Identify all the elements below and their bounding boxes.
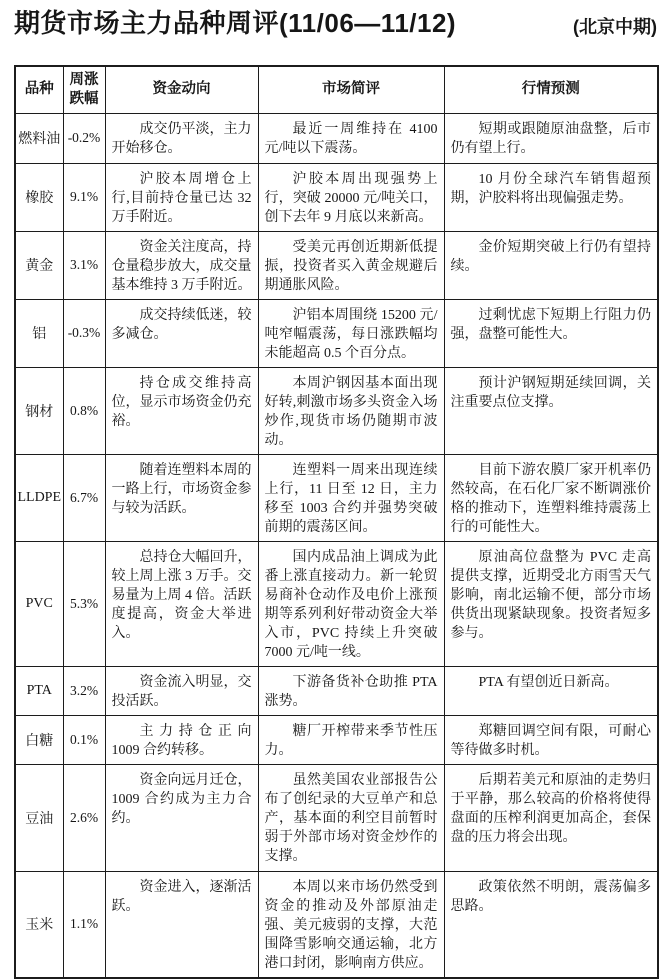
table-row [15,454,658,541]
capital-cell: 资金向远月迁仓，1009 合约成为主力合约。 [105,764,258,871]
change-cell: 0.1% [63,715,105,764]
comment-cell: 虽然美国农业部报告公布了创纪录的大豆单产和总产，基本面的利空目前暂时弱于外部市场对资金炒作的支撑。 [258,764,444,871]
table-row [15,871,658,978]
comment-cell: 本周以来市场仍然受到资金的推动及外部原油走强、美元疲弱的支撑，大范围降雪影响交通运输，北方港口封闭，影响南方供应。 [258,871,444,978]
comment-cell: 最近一周维持在 4100 元/吨以下震荡。 [258,113,444,163]
capital-cell: 总持仓大幅回升，较上周上涨 3 万手。交易量为上周 4 倍。活跃度提高，资金大举进入。 [105,541,258,666]
forecast-cell: 后期若美元和原油的走势归于平静，那么较高的价格将使得盘面的压榨利润更加高企，套保盘的压力将会出现。 [444,764,658,871]
capital-cell: 成交仍平淡，主力开始移仓。 [105,113,258,163]
change-cell: 6.7% [63,454,105,541]
source-label: (北京中期) [573,17,657,37]
table-row [15,299,658,367]
change-cell: -0.3% [63,299,105,367]
variety-cell: PTA [15,666,63,715]
comment-cell: 沪胶本周出现强势上行，突破 20000 元/吨关口，创下去年 9 月底以来新高。 [258,163,444,231]
document-header [14,6,657,39]
change-cell: 3.1% [63,231,105,299]
col-header-comment: 市场简评 [258,66,444,113]
change-cell: 9.1% [63,163,105,231]
variety-cell: 钢材 [15,367,63,454]
change-cell: 3.2% [63,666,105,715]
table-row [15,231,658,299]
capital-cell: 沪胶本周增仓上行,目前持仓量已达 32 万手附近。 [105,163,258,231]
capital-cell: 持仓成交维持高位，显示市场资金仍充裕。 [105,367,258,454]
capital-cell: 成交持续低迷，较多减仓。 [105,299,258,367]
comment-cell: 沪铝本周围绕 15200 元/吨窄幅震荡，每日涨跌幅均未能超高 0.5 个百分点。 [258,299,444,367]
comment-cell: 国内成品油上调成为此番上涨直接动力。新一轮贸易商补仓动作及电价上涨预期等系列利好带动资金大举入市，PVC 持续上升突破 7000 元/吨一线。 [258,541,444,666]
col-header-change: 周涨跌幅 [63,66,105,113]
variety-cell: 燃料油 [15,113,63,163]
col-header-capital: 资金动向 [105,66,258,113]
page-title: 期货市场主力品种周评(11/06—11/12) [14,8,457,38]
capital-cell: 主力持仓正向 1009 合约转移。 [105,715,258,764]
forecast-cell: 原油高位盘整为 PVC 走高提供支撑，近期受北方雨雪天气影响，南北运输不便，部分市场供货出现紧缺现象。投资者短多参与。 [444,541,658,666]
variety-cell: PVC [15,541,63,666]
forecast-cell: 金价短期突破上行仍有望持续。 [444,231,658,299]
variety-cell: 铝 [15,299,63,367]
change-cell: 2.6% [63,764,105,871]
change-cell: 5.3% [63,541,105,666]
table-row [15,367,658,454]
table-row [15,764,658,871]
table-row [15,541,658,666]
variety-cell: 白糖 [15,715,63,764]
table-row [15,113,658,163]
variety-cell: 玉米 [15,871,63,978]
change-cell: 0.8% [63,367,105,454]
forecast-cell: 郑糖回调空间有限，可耐心等待做多时机。 [444,715,658,764]
col-header-forecast: 行情预测 [444,66,658,113]
forecast-cell: 10 月份全球汽车销售超预期，沪胶料将出现偏强走势。 [444,163,658,231]
comment-cell: 糖厂开榨带来季节性压力。 [258,715,444,764]
table-row [15,163,658,231]
comment-cell: 下游备货补仓助推 PTA 涨势。 [258,666,444,715]
variety-cell: 橡胶 [15,163,63,231]
forecast-cell: PTA 有望创近日新高。 [444,666,658,715]
col-header-variety: 品种 [15,66,63,113]
capital-cell: 资金关注度高，持仓量稳步放大，成交量基本维持 3 万手附近。 [105,231,258,299]
table-row [15,666,658,715]
weekly-review-table [14,65,659,979]
comment-cell: 连塑料一周来出现连续上行，11 日至 12 日，主力移至 1003 合约并强势突破前期的震荡区间。 [258,454,444,541]
forecast-cell: 目前下游农膜厂家开机率仍然较高，在石化厂家不断调涨价格的推动下，连塑料维持震荡上行的可能性大。 [444,454,658,541]
comment-cell: 本周沪钢因基本面出现好转,刺激市场多头资金入场炒作,现货市场仍随期市波动。 [258,367,444,454]
capital-cell: 随着连塑料本周的一路上行，市场资金参与较为活跃。 [105,454,258,541]
variety-cell: LLDPE [15,454,63,541]
change-cell: 1.1% [63,871,105,978]
table-row [15,715,658,764]
forecast-cell: 政策依然不明朗，震荡偏多思路。 [444,871,658,978]
variety-cell: 豆油 [15,764,63,871]
forecast-cell: 短期或跟随原油盘整，后市仍有望上行。 [444,113,658,163]
forecast-cell: 预计沪钢短期延续回调，关注重要点位支撑。 [444,367,658,454]
change-cell: -0.2% [63,113,105,163]
variety-cell: 黄金 [15,231,63,299]
forecast-cell: 过剩忧虑下短期上行阻力仍强，盘整可能性大。 [444,299,658,367]
capital-cell: 资金进入，逐渐活跃。 [105,871,258,978]
capital-cell: 资金流入明显，交投活跃。 [105,666,258,715]
comment-cell: 受美元再创近期新低提振，投资者买入黄金规避后期通胀风险。 [258,231,444,299]
table-header-row [15,66,658,113]
